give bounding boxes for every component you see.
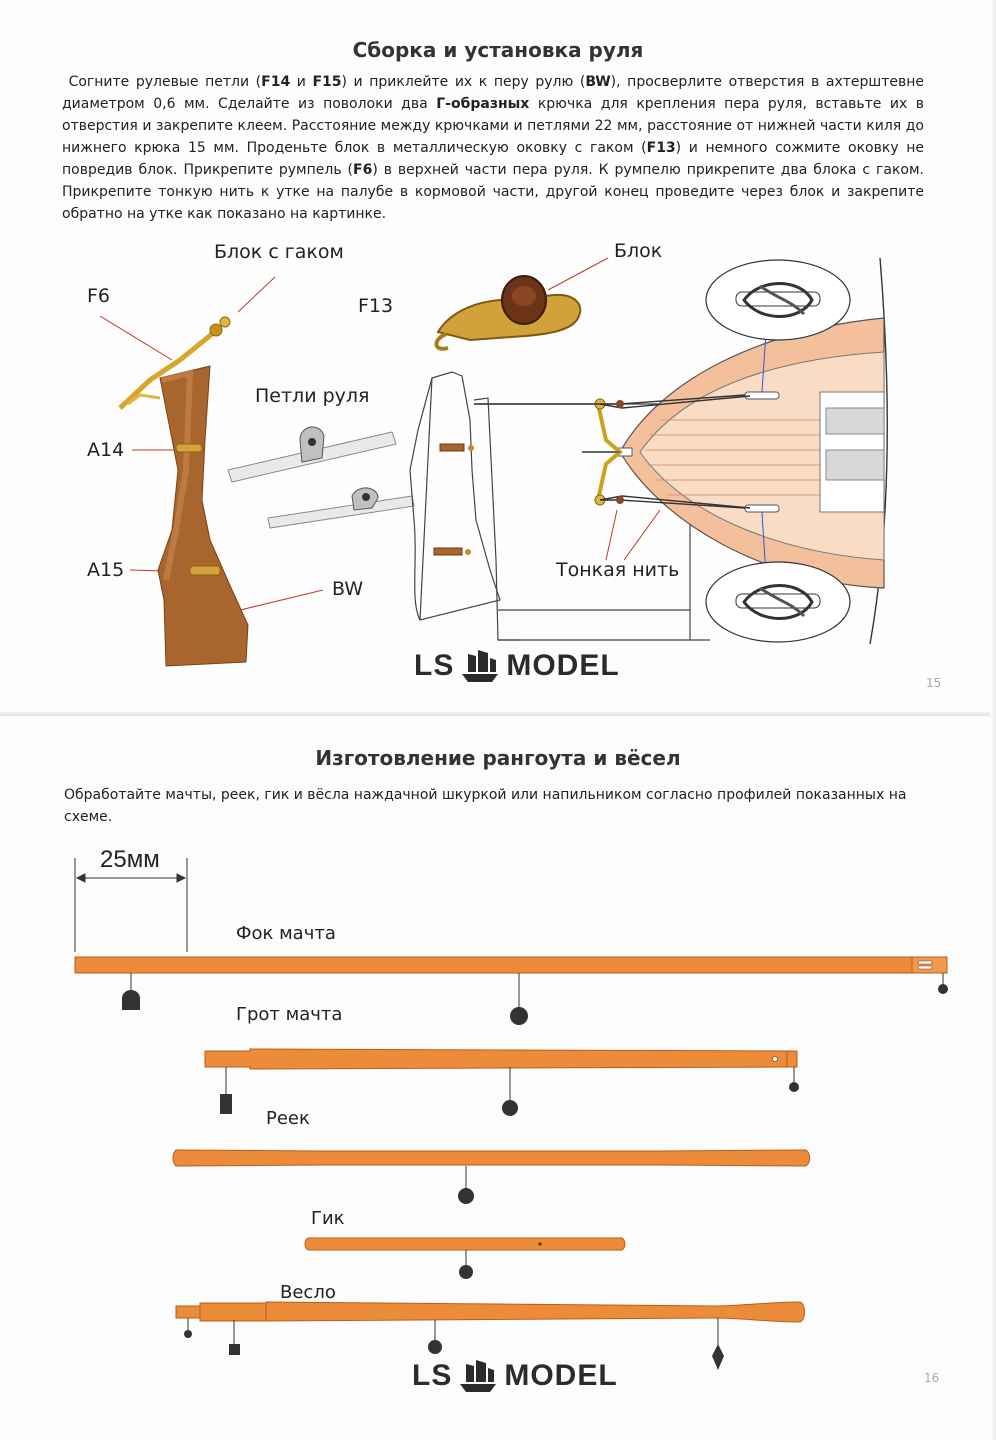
instructions-paragraph: Согните рулевые петли (F14 и F15) и приклейте их к перу рулю (BW), просверлите отверстия в ахтерштевне диаметром 0,6 мм. Сделайте из поволоки два Г-образных крючка для крепления пера руля, вставьте их в отверстия и закрепите клеем. Расстояние между крючками и петлями 22 мм, расстояние от нижней части киля до нижнего крюка 15 мм. Проденьте блок в металлическую оковку с гаком (F13) и немного сожмите оковку не повредив блок. Прикрепите румпель (F6) в верхней части пера руля. К румпелю прикрепите два блока с гаком. Прикрепите тонкую нить к утке на палубе в кормовой части, другой конец проведите через блок и закрепите обратно на утке как показано на картинке. bbox=[62, 74, 925, 222]
label-hinges: Петли руля bbox=[255, 385, 370, 407]
cleat-knot-icon bbox=[706, 562, 850, 642]
label-bw: BW bbox=[332, 578, 364, 600]
label-fore-mast: Фок мачта bbox=[236, 923, 336, 944]
logo-ls-text-2: LS bbox=[412, 1359, 453, 1392]
yard bbox=[173, 1150, 810, 1204]
label-a15: A15 bbox=[87, 559, 125, 581]
label-block: Блок bbox=[614, 240, 663, 262]
label-f6: F6 bbox=[87, 285, 111, 307]
ls-model-logo-2 bbox=[412, 1356, 618, 1396]
label-oar: Весло bbox=[280, 1282, 336, 1303]
page-edge-shadow bbox=[990, 0, 996, 1440]
label-main-mast: Грот мачта bbox=[236, 1004, 343, 1025]
hinge-illustration bbox=[228, 427, 414, 528]
logo-ls-text: LS bbox=[414, 649, 455, 682]
page-number-16: 16 bbox=[924, 1371, 940, 1385]
rudder-illustration bbox=[120, 317, 248, 666]
page-15 bbox=[0, 0, 996, 716]
label-yard: Реек bbox=[266, 1108, 310, 1129]
page-15-title: Сборка и установка руля bbox=[352, 38, 644, 62]
hook-block-illustration bbox=[436, 276, 580, 349]
stern-hinges bbox=[434, 444, 474, 555]
fore-mast bbox=[75, 957, 948, 1025]
ship-logo-icon bbox=[456, 1356, 500, 1396]
label-f13: F13 bbox=[358, 295, 394, 317]
cleat-knot-icon bbox=[706, 260, 850, 340]
label-block-hook: Блок с гаком bbox=[214, 241, 344, 263]
logo-model-text-2: MODEL bbox=[504, 1359, 618, 1392]
spars-instructions: Обработайте мачты, реек, гик и вёсла наждачной шкуркой или напильником согласно профилей показанных на схеме. bbox=[64, 787, 907, 825]
label-boom: Гик bbox=[311, 1208, 345, 1229]
page-16-title: Изготовление рангоута и вёсел bbox=[315, 746, 681, 770]
rudder-assembly-diagram bbox=[0, 0, 996, 716]
label-a14: A14 bbox=[87, 439, 125, 461]
dimension-label: 25мм bbox=[100, 846, 160, 873]
boom bbox=[305, 1238, 625, 1279]
ship-logo-icon bbox=[458, 646, 502, 686]
logo-model-text: MODEL bbox=[506, 649, 620, 682]
main-mast bbox=[205, 1049, 799, 1116]
page-16 bbox=[0, 716, 996, 1440]
ls-model-logo bbox=[414, 646, 620, 686]
spars-profile-diagram bbox=[0, 716, 996, 1440]
label-thin-thread: Тонкая нить bbox=[556, 559, 680, 581]
page-number-15: 15 bbox=[926, 676, 942, 690]
